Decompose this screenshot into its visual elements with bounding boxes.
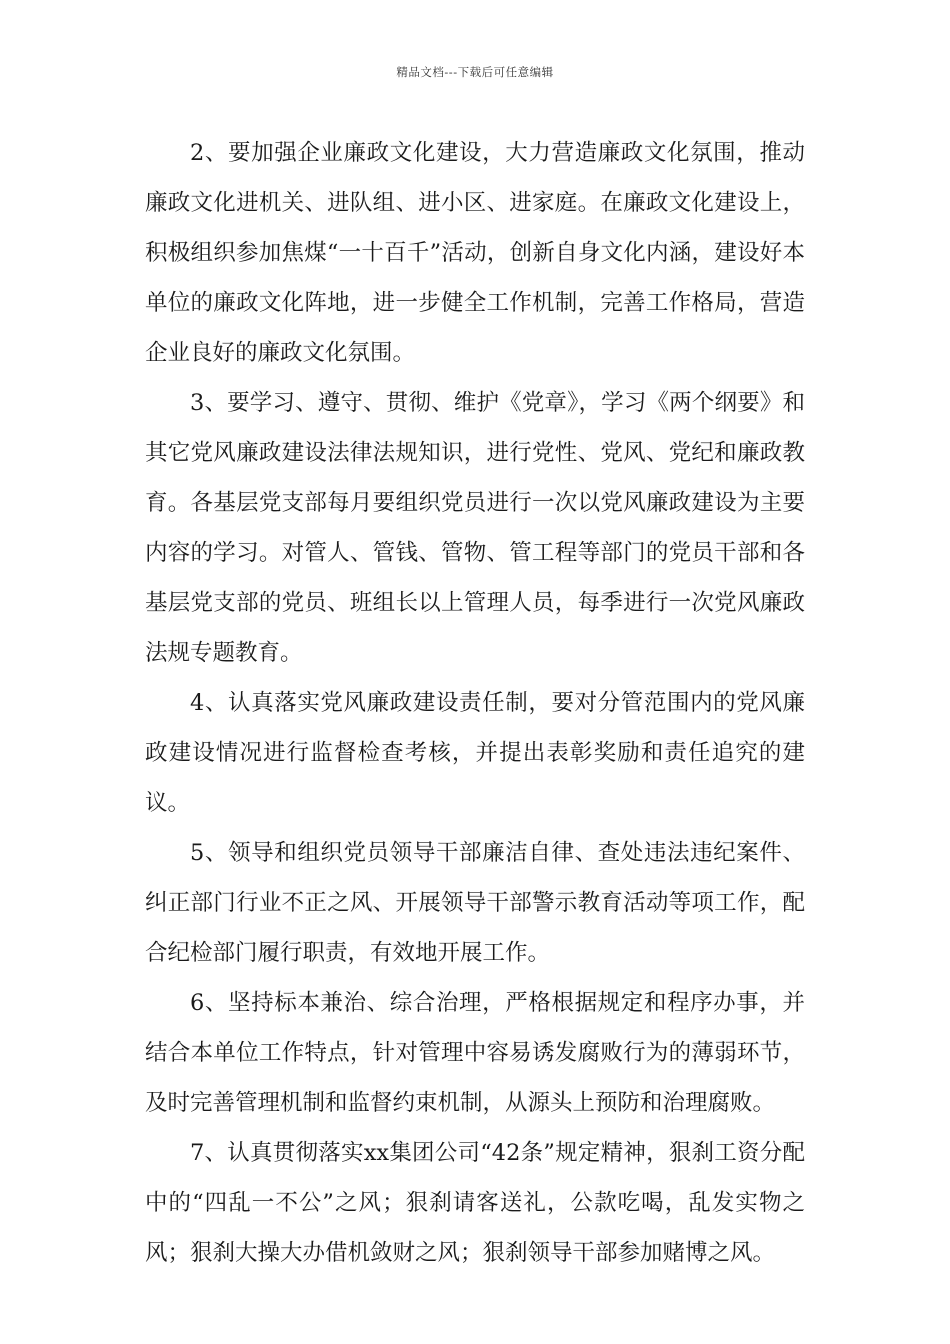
paragraph-item-6: 6、坚持标本兼治、综合治理，严格根据规定和程序办事，并结合本单位工作特点，针对管理中容易诱发腐败行为的薄弱环节，及时完善管理机制和监督约束机制，从源头上预防和治理腐败。 <box>145 990 805 1116</box>
paragraph-item-5: 5、领导和组织党员领导干部廉洁自律、查处违法违纪案件、纠正部门行业不正之风、开展领导干部警示教育活动等项工作，配合纪检部门履行职责，有效地开展工作。 <box>145 840 805 966</box>
paragraph-item-7: 7、认真贯彻落实xx集团公司“42条”规定精神，狠刹工资分配中的“四乱一不公”之风；狠刹请客送礼，公款吃喝，乱发实物之风；狠刹大操大办借机敛财之风；狠刹领导干部参加赌博之风。 <box>145 1140 805 1266</box>
paragraph-item-2: 2、要加强企业廉政文化建设，大力营造廉政文化氛围，推动廉政文化进机关、进队组、进小区、进家庭。在廉政文化建设上，积极组织参加焦煤“一十百千”活动，创新自身文化内涵，建设好本单位的廉政文化阵地，进一步健全工作机制，完善工作格局，营造企业良好的廉政文化氛围。 <box>145 140 805 366</box>
paragraph-item-4: 4、认真落实党风廉政建设责任制，要对分管范围内的党风廉政建设情况进行监督检查考核，并提出表彰奖励和责任追究的建议。 <box>145 690 805 816</box>
document-body <box>145 128 805 1278</box>
paragraph-item-3: 3、要学习、遵守、贯彻、维护《党章》，学习《两个纲要》和其它党风廉政建设法律法规知识，进行党性、党风、党纪和廉政教育。各基层党支部每月要组织党员进行一次以党风廉政建设为主要内容的学习。对管人、管钱、管物、管工程等部门的党员干部和各基层党支部的党员、班组长以上管理人员，每季进行一次党风廉政法规专题教育。 <box>145 390 805 666</box>
page-header: 精品文档---下载后可任意编辑 <box>396 65 554 79</box>
